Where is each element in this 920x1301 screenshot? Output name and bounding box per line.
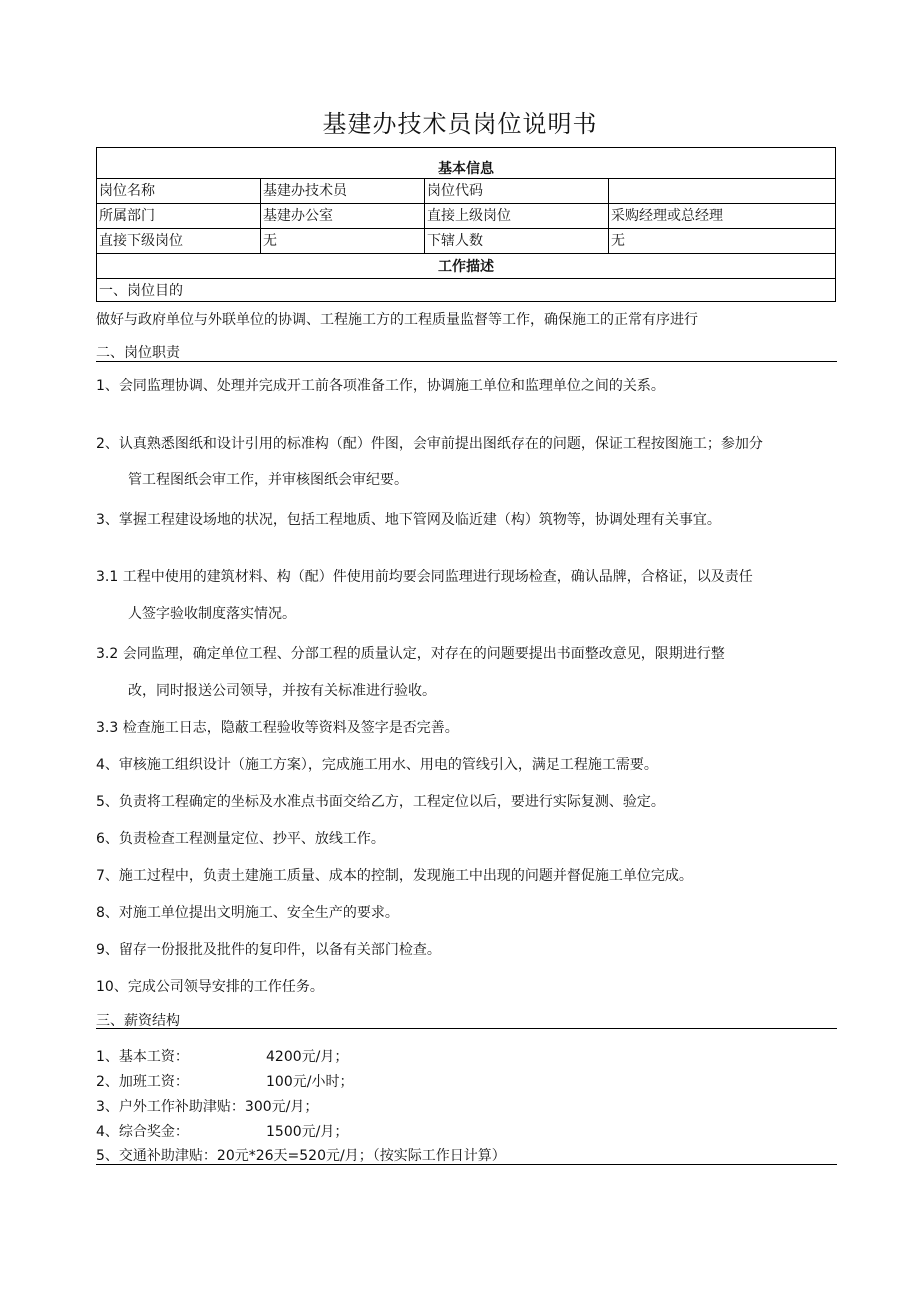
table-cell: 基建办技术员 [261,179,425,204]
table-cell: 直接下级岗位 [97,229,261,254]
duty-item-2-continued: 管工程图纸会审工作，并审核图纸会审纪要。 [128,472,408,488]
duty-item-7: 7、施工过程中，负责土建施工质量、成本的控制，发现施工中出现的问题并督促施工单位完成。 [96,868,693,884]
table-row [97,204,836,229]
table-cell: 所属部门 [97,204,261,229]
document-title: 基建办技术员岗位说明书 [322,110,598,138]
divider [96,1028,837,1029]
table-cell: 下辖人数 [425,229,609,254]
divider [96,1164,837,1165]
work-description-heading: 工作描述 [97,254,836,279]
table-cell: 无 [609,229,836,254]
duty-item-3-3: 3.3 检查施工日志，隐蔽工程验收等资料及签字是否完善。 [96,720,459,736]
table-cell: 无 [261,229,425,254]
table-cell: 基建办公室 [261,204,425,229]
table-row [97,229,836,254]
salary-item-2-label: 2、加班工资： [96,1074,189,1090]
duty-item-3-2: 3.2 会同监理，确定单位工程、分部工程的质量认定，对存在的问题要提出书面整改意见，限期进行整 [96,646,725,662]
duty-item-9: 9、留存一份报批及批件的复印件，以备有关部门检查。 [96,942,441,958]
table-cell: 岗位代码 [425,179,609,204]
table-cell [609,179,836,204]
table-cell: 岗位名称 [97,179,261,204]
duty-item-5: 5、负责将工程确定的坐标及水准点书面交给乙方，工程定位以后，要进行实际复测、验定。 [96,794,665,810]
section-salary-title: 三、薪资结构 [96,1013,180,1029]
salary-item-4-value: 1500元/月； [266,1124,349,1140]
section-purpose-title: 一、岗位目的 [97,279,836,302]
duty-item-8: 8、对施工单位提出文明施工、安全生产的要求。 [96,905,399,921]
duty-item-10: 10、完成公司领导安排的工作任务。 [96,979,324,995]
duty-item-3: 3、掌握工程建设场地的状况，包括工程地质、地下管网及临近建（构）筑物等，协调处理有关事宜。 [96,512,721,528]
table-row [97,179,836,204]
salary-item-5: 5、交通补助津贴：20元*26天=520元/月；（按实际工作日计算） [96,1148,506,1164]
salary-item-2-value: 100元/小时； [266,1074,354,1090]
duty-item-3-1: 3.1 工程中使用的建筑材料、构（配）件使用前均要会同监理进行现场检查，确认品牌，合格证，以及责任 [96,569,753,585]
section-duties-title: 二、岗位职责 [96,345,180,361]
duty-item-3-2-continued: 改，同时报送公司领导，并按有关标准进行验收。 [128,683,436,699]
table-cell: 直接上级岗位 [425,204,609,229]
divider [96,361,837,362]
basic-info-table [96,147,836,302]
duty-item-1: 1、会同监理协调、处理并完成开工前各项准备工作，协调施工单位和监理单位之间的关系。 [96,378,665,394]
salary-item-3: 3、户外工作补助津贴：300元/月； [96,1099,319,1115]
purpose-text: 做好与政府单位与外联单位的协调、工程施工方的工程质量监督等工作，确保施工的正常有序进行 [96,312,698,328]
duty-item-2: 2、认真熟悉图纸和设计引用的标准构（配）件图，会审前提出图纸存在的问题，保证工程按图施工；参加分 [96,436,763,452]
table-cell: 采购经理或总经理 [609,204,836,229]
salary-item-1-value: 4200元/月； [266,1049,349,1065]
basic-info-heading: 基本信息 [97,148,836,179]
duty-item-4: 4、审核施工组织设计（施工方案），完成施工用水、用电的管线引入，满足工程施工需要。 [96,757,658,773]
duty-item-3-1-continued: 人签字验收制度落实情况。 [128,606,296,622]
salary-item-1-label: 1、基本工资： [96,1049,189,1065]
salary-item-4-label: 4、综合奖金： [96,1124,189,1140]
duty-item-6: 6、负责检查工程测量定位、抄平、放线工作。 [96,831,385,847]
